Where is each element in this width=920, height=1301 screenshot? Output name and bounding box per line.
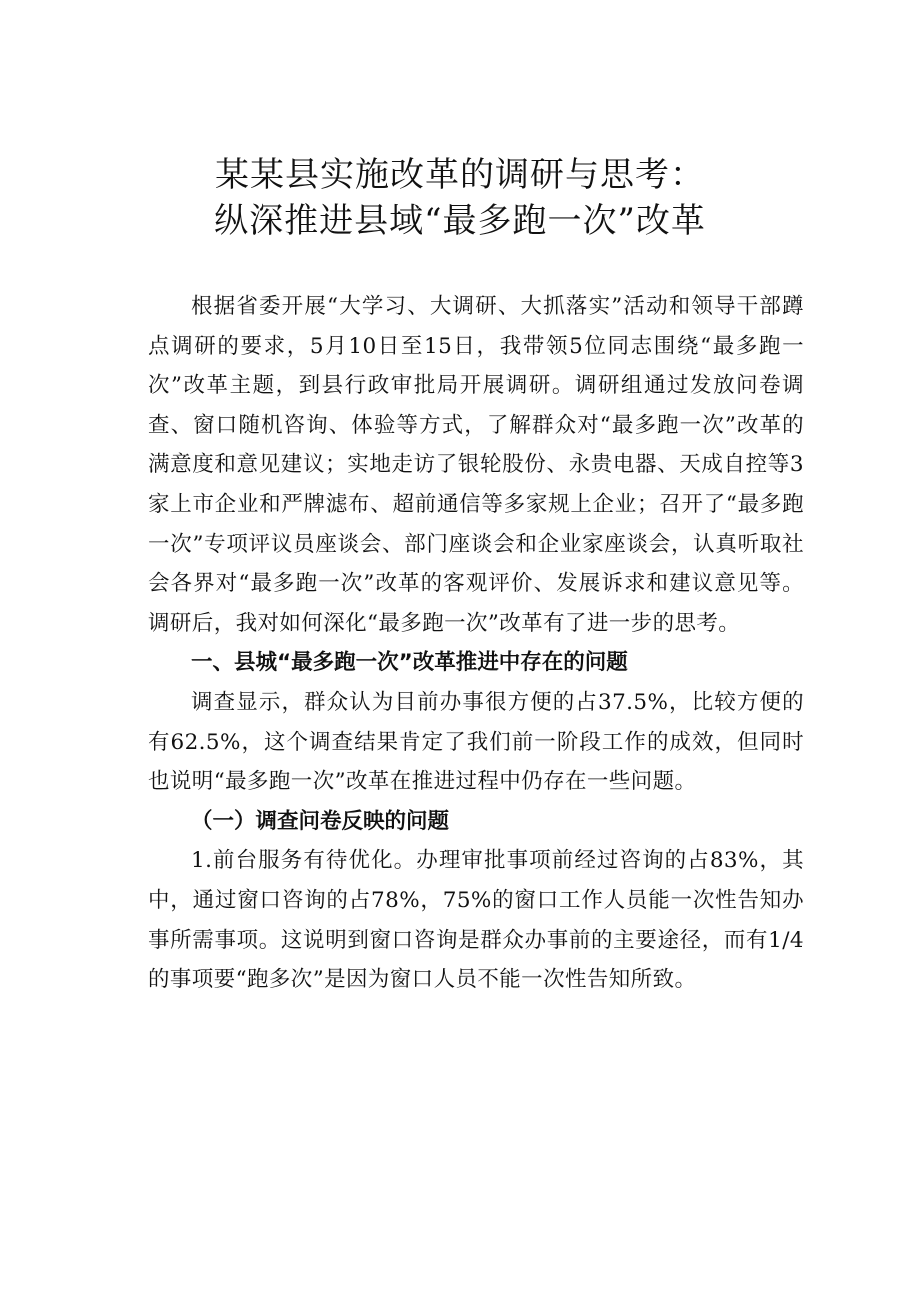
intro-paragraph: 根据省委开展“大学习、大调研、大抓落实”活动和领导干部蹲点调研的要求，5月10日至15日，我带领5位同志围绕“最多跑一次”改革主题，到县行政审批局开展调研。调研组通过发放问卷调查、窗口随机咨询、体验等方式，了解群众对“最多跑一次”改革的满意度和意见建议；实地走访了银轮股份、永贵电器、天成自控等3家上市企业和严牌滤布、超前通信等多家规上企业；召开了“最多跑一次”专项评议员座谈会、部门座谈会和企业家座谈会，认真听取社会各界对“最多跑一次”改革的客观评价、发展诉求和建议意见等。调研后，我对如何深化“最多跑一次”改革有了进一步的思考。 bbox=[148, 294, 804, 636]
document-body bbox=[148, 287, 804, 1000]
document-title bbox=[0, 152, 920, 244]
section-1-heading: 一、县城“最多跑一次”改革推进中存在的问题 bbox=[191, 650, 628, 676]
title-line-1: 某某县实施改革的调研与思考： bbox=[215, 155, 705, 195]
item-1-paragraph: 1.前台服务有待优化。办理审批事项前经过咨询的占83%，其中，通过窗口咨询的占78%，75%的窗口工作人员能一次性告知办事所需事项。这说明到窗口咨询是群众办事前的主要途径，而有1/4的事项要“跑多次”是因为窗口人员不能一次性告知所致。 bbox=[148, 848, 804, 993]
title-line-2: 纵深推进县域“最多跑一次”改革 bbox=[214, 201, 706, 241]
section-1-paragraph: 调查显示，群众认为目前办事很方便的占37.5%，比较方便的有62.5%，这个调查结果肯定了我们前一阶段工作的成效，但同时也说明“最多跑一次”改革在推进过程中仍存在一些问题。 bbox=[148, 689, 804, 795]
subsection-1-heading: （一）调查问卷反映的问题 bbox=[191, 808, 450, 834]
